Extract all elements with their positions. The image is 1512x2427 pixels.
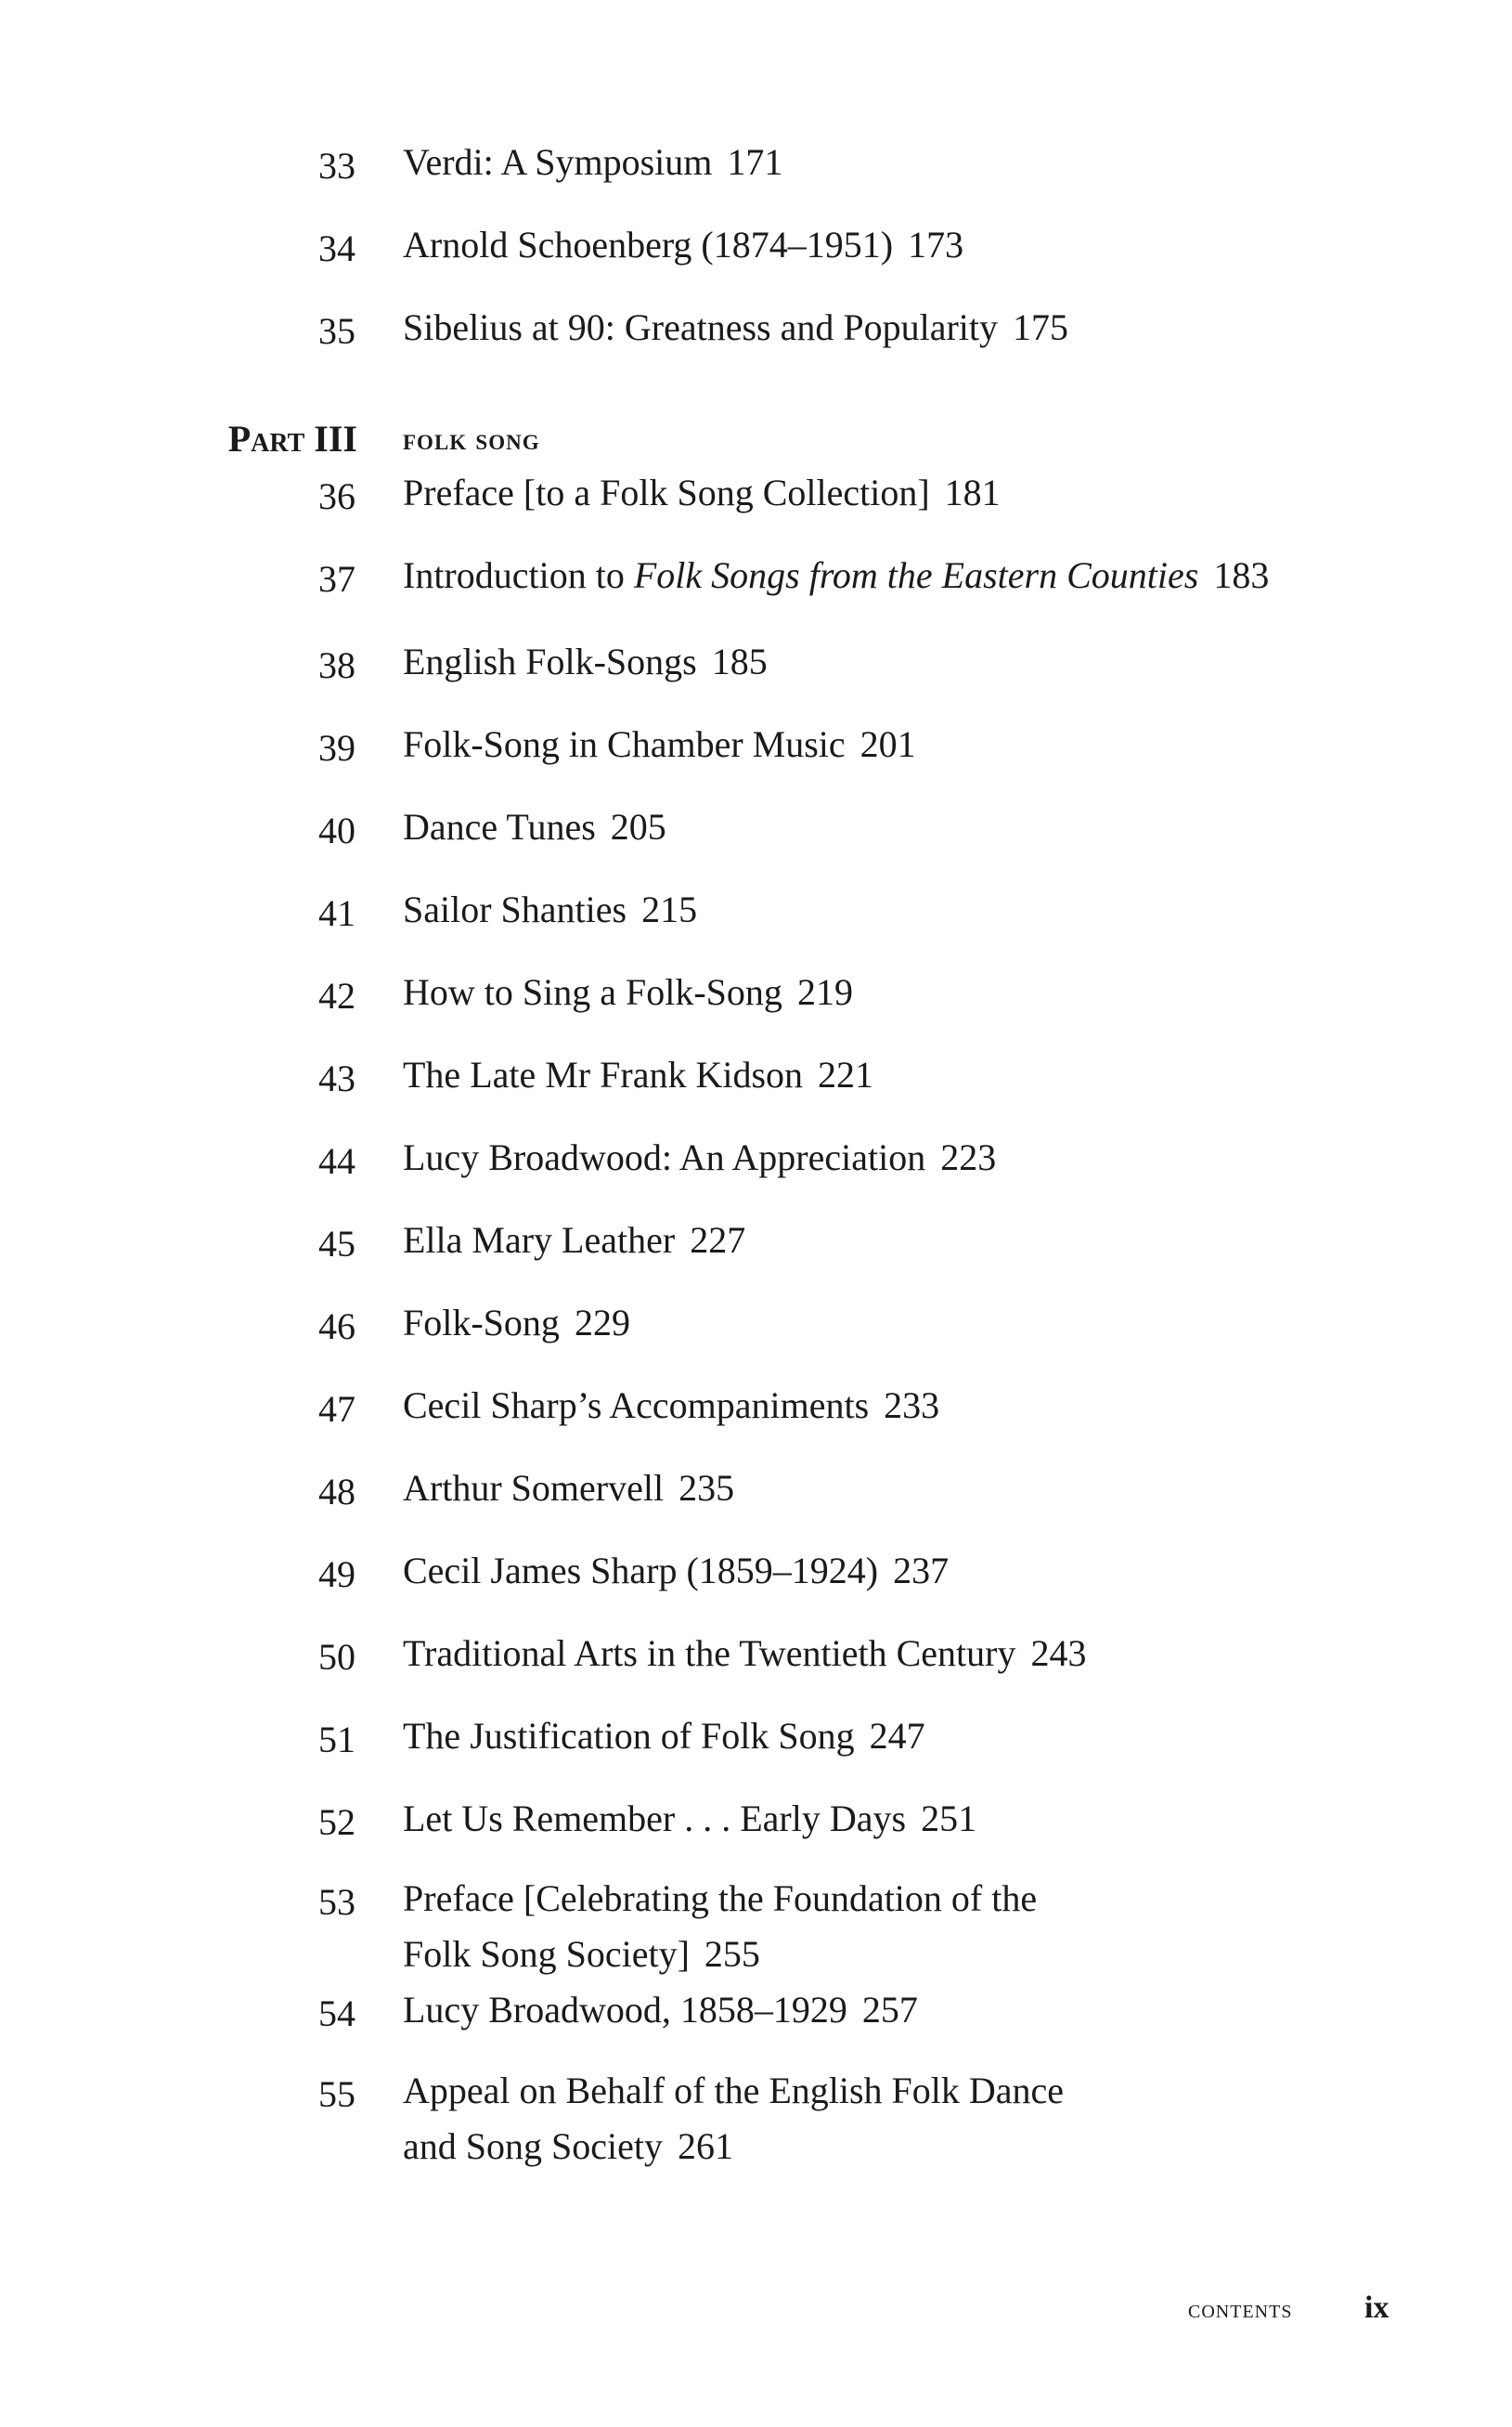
entry-page: 185 xyxy=(711,641,768,682)
entry-title-text: Traditional Arts in the Twentieth Century xyxy=(403,1632,1016,1674)
entry-number: 40 xyxy=(318,810,355,851)
entry-title xyxy=(403,472,1001,514)
entry-title xyxy=(403,1467,734,1510)
entry-title-continuation xyxy=(403,2125,733,2168)
entry-title-text: Let Us Remember . . . Early Days xyxy=(403,1798,907,1839)
entry-title: Preface [Celebrating the Foundation of the xyxy=(403,1877,1038,1919)
entry-title xyxy=(403,306,1068,349)
entry-title xyxy=(403,806,666,849)
entry-number: 38 xyxy=(318,644,355,686)
entry-number: 48 xyxy=(318,1471,355,1512)
entry-title-text: Verdi: A Symposium xyxy=(403,141,713,183)
entry-number: 41 xyxy=(318,892,355,934)
entry-page: 215 xyxy=(641,889,698,930)
entry-page: 255 xyxy=(704,1933,760,1975)
entry-number: 55 xyxy=(318,2073,355,2115)
entry-title-text: Folk Song Society] xyxy=(403,1933,690,1975)
entry-number: 51 xyxy=(318,1719,355,1760)
entry-number: 53 xyxy=(318,1881,355,1923)
entry-page: 227 xyxy=(690,1219,746,1261)
entry-page: 221 xyxy=(818,1054,874,1096)
entry-number: 47 xyxy=(318,1388,355,1430)
page-number: ix xyxy=(1364,2291,1389,2325)
entry-title xyxy=(403,1302,630,1344)
entry-page: 173 xyxy=(908,224,964,266)
entry-number: 42 xyxy=(318,975,355,1017)
entry-title-text: Dance Tunes xyxy=(403,806,596,848)
entry-title xyxy=(403,1632,1087,1675)
entry-page: 171 xyxy=(727,141,783,183)
entry-number: 52 xyxy=(318,1801,355,1843)
entry-page: 233 xyxy=(884,1384,940,1426)
entry-number: 36 xyxy=(318,475,355,517)
entry-title-text: Cecil James Sharp (1859–1924) xyxy=(403,1550,879,1591)
entry-title xyxy=(403,1219,745,1262)
entry-page: 181 xyxy=(944,472,1001,513)
entry-title-text: Sibelius at 90: Greatness and Popularity xyxy=(403,306,999,348)
entry-title xyxy=(403,1384,939,1427)
entry-title-text: The Late Mr Frank Kidson xyxy=(403,1054,804,1096)
entry-title-text: Cecil Sharp’s Accompaniments xyxy=(403,1384,870,1426)
entry-number: 49 xyxy=(318,1553,355,1595)
entry-title-text: Lucy Broadwood, 1858–1929 xyxy=(403,1989,847,2031)
entry-title-text: Lucy Broadwood: An Appreciation xyxy=(403,1136,926,1178)
entry-page: 237 xyxy=(893,1550,950,1591)
entry-title-text: Arnold Schoenberg (1874–1951) xyxy=(403,224,894,266)
entry-title xyxy=(403,141,782,184)
entry-page: 261 xyxy=(677,2125,733,2167)
entry-title xyxy=(403,1550,949,1592)
entry-title xyxy=(403,889,697,931)
entry-title xyxy=(403,641,768,683)
entry-number: 44 xyxy=(318,1140,355,1182)
entry-page: 257 xyxy=(861,1989,918,2031)
entry-title-text: Ella Mary Leather xyxy=(403,1219,676,1261)
entry-title-text: Sailor Shanties xyxy=(403,889,627,930)
entry-number: 34 xyxy=(318,227,355,269)
entry-number: 45 xyxy=(318,1223,355,1265)
entry-number: 54 xyxy=(318,1992,355,2034)
entry-page: 205 xyxy=(610,806,666,848)
entry-page: 229 xyxy=(574,1302,630,1343)
entry-title xyxy=(403,1054,873,1097)
entry-title-continuation xyxy=(403,1933,760,1976)
entry-title-text: Preface [to a Folk Song Collection] xyxy=(403,472,930,513)
entry-title-text: and Song Society xyxy=(403,2125,663,2167)
entry-number: 46 xyxy=(318,1305,355,1347)
entry-page: 175 xyxy=(1013,306,1069,348)
entry-title xyxy=(403,1798,976,1840)
entry-title-text: Arthur Somervell xyxy=(403,1467,665,1509)
entry-title-text: How to Sing a Folk-Song xyxy=(403,971,782,1013)
entry-title xyxy=(403,554,1269,597)
entry-title: Appeal on Behalf of the English Folk Dance xyxy=(403,2070,1065,2111)
entry-title-italic: Folk Songs from the Eastern Counties xyxy=(633,554,1199,596)
entry-number: 50 xyxy=(318,1636,355,1678)
entry-number: 39 xyxy=(318,727,355,769)
part-title: folk song xyxy=(403,423,540,457)
entry-page: 243 xyxy=(1030,1632,1087,1674)
running-footer-label: contents xyxy=(1188,2295,1293,2324)
entry-title xyxy=(403,723,916,766)
entry-title-text: Introduction to xyxy=(403,554,625,596)
entry-number: 33 xyxy=(318,145,355,187)
entry-page: 235 xyxy=(678,1467,735,1509)
entry-number: 35 xyxy=(318,310,355,352)
entry-title-text: Folk-Song in Chamber Music xyxy=(403,723,846,765)
entry-page: 251 xyxy=(921,1798,977,1839)
entry-page: 223 xyxy=(940,1136,997,1178)
entry-page: 247 xyxy=(869,1715,925,1757)
entry-page: 219 xyxy=(796,971,853,1013)
entry-title xyxy=(403,1989,918,2031)
entry-title-text: Folk-Song xyxy=(403,1302,560,1343)
entry-page: 183 xyxy=(1213,554,1270,596)
entry-number: 43 xyxy=(318,1058,355,1099)
entry-title-text: The Justification of Folk Song xyxy=(403,1715,855,1757)
entry-page: 201 xyxy=(859,723,916,765)
entry-title-text: English Folk-Songs xyxy=(403,641,697,682)
entry-title xyxy=(403,1715,925,1758)
entry-title xyxy=(403,971,853,1014)
entry-title xyxy=(403,1136,996,1179)
part-label: Part III xyxy=(227,418,357,460)
entry-title xyxy=(403,224,963,266)
entry-number: 37 xyxy=(318,558,355,600)
